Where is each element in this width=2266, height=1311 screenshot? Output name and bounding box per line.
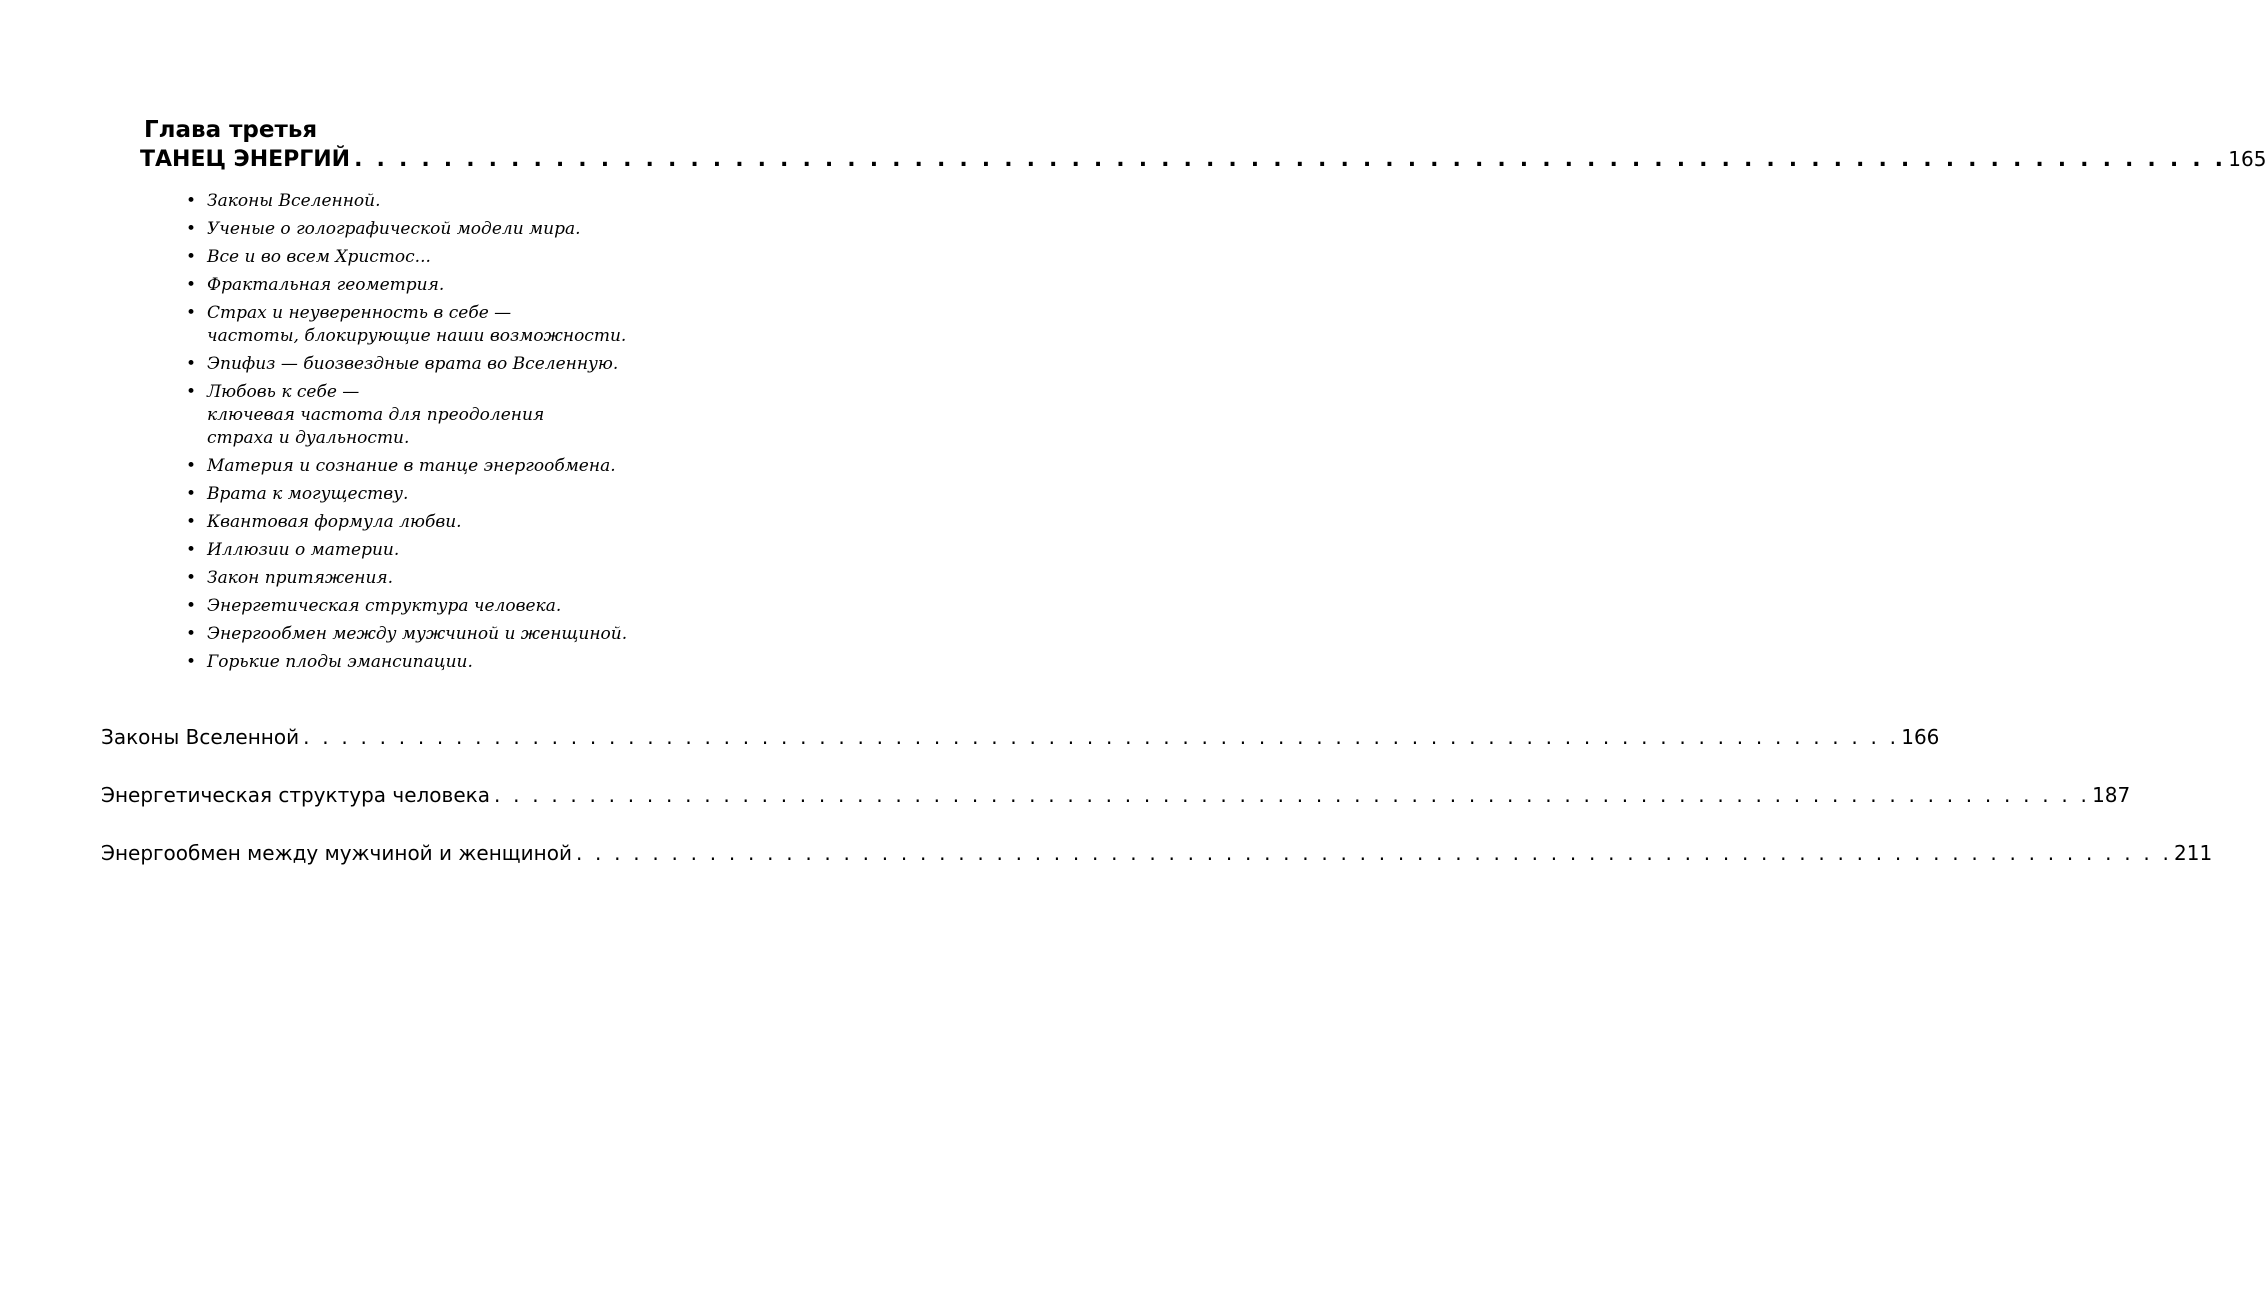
- topic-item: [186, 218, 706, 241]
- topic-item: [186, 381, 706, 450]
- bullet-icon: •: [186, 275, 197, 295]
- topic-text: Страх и неуверенность в себе —: [207, 303, 512, 323]
- topic-item: [186, 353, 706, 376]
- bullet-icon: •: [186, 624, 197, 644]
- topic-text: Ученые о голографической модели мира.: [207, 219, 581, 239]
- topic-text: Закон притяжения.: [207, 568, 394, 588]
- chapter-label: Глава третья: [144, 117, 318, 143]
- bullet-icon: •: [186, 596, 197, 616]
- chapter-title: ТАНЕЦ ЭНЕРГИЙ: [140, 147, 351, 172]
- topic-item: [186, 274, 706, 297]
- toc-entry-title: Энергообмен между мужчиной и женщиной: [101, 841, 572, 865]
- topic-text: страха и дуальности.: [207, 428, 410, 448]
- topic-text: частоты, блокирующие наши возможности.: [207, 326, 627, 346]
- topic-text: ключевая частота для преодоления: [207, 405, 545, 425]
- bullet-icon: •: [186, 456, 197, 476]
- bullet-icon: •: [186, 568, 197, 588]
- topic-text: Квантовая формула любви.: [207, 512, 462, 532]
- toc-entry-page-number: 166: [1901, 725, 1940, 749]
- dot-leader: . . . . . . . . . . . . . . . . . . . . . . . . . . . . . . . . . . . . . . . . . . . . . . . . . . . . . . . . . . . . . . . . . . . . . . . . . . . . . . . . . . . .: [493, 783, 2091, 807]
- dot-leader: . . . . . . . . . . . . . . . . . . . . . . . . . . . . . . . . . . . . . . . . . . . . . . . . . . . . . . . . . . . . . . . . . . . . . . . . . . . . . . . . . . . .: [354, 147, 2227, 172]
- bullet-icon: •: [186, 652, 197, 672]
- topic-text: Любовь к себе —: [207, 382, 360, 402]
- bullet-icon: •: [186, 484, 197, 504]
- topic-item: [186, 302, 706, 348]
- topic-item: [186, 483, 706, 506]
- toc-entry-page-number: 211: [2174, 841, 2213, 865]
- chapter-page-number: 165: [2228, 147, 2266, 171]
- dot-leader: . . . . . . . . . . . . . . . . . . . . . . . . . . . . . . . . . . . . . . . . . . . . . . . . . . . . . . . . . . . . . . . . . . . . . . . . . . . . . . . . . . . .: [303, 725, 1900, 749]
- toc-entry-zakony-vselennoy[interactable]: [101, 724, 1940, 750]
- bullet-icon: •: [186, 191, 197, 211]
- topic-item: [186, 246, 706, 269]
- topic-text: Материя и сознание в танце энергообмена.: [207, 456, 616, 476]
- topic-item: [186, 539, 706, 562]
- bullet-icon: •: [186, 303, 197, 323]
- toc-entry-page-number: 187: [2092, 783, 2131, 807]
- bullet-icon: •: [186, 382, 197, 402]
- topic-item: [186, 595, 706, 618]
- chapter-title-line[interactable]: [140, 145, 2266, 174]
- topic-text: Энергообмен между мужчиной и женщиной.: [207, 624, 628, 644]
- toc-entry-energoobmen[interactable]: [101, 840, 2213, 866]
- dot-leader: . . . . . . . . . . . . . . . . . . . . . . . . . . . . . . . . . . . . . . . . . . . . . . . . . . . . . . . . . . . . . . . . . . . . . . . . . . . . . . . . . . . .: [575, 841, 2173, 865]
- bullet-icon: •: [186, 354, 197, 374]
- topic-text: Горькие плоды эмансипации.: [207, 652, 473, 672]
- bullet-icon: •: [186, 247, 197, 267]
- topic-item: [186, 651, 706, 674]
- toc-entry-title: Энергетическая структура человека: [101, 783, 490, 807]
- topic-item: [186, 455, 706, 478]
- bullet-icon: •: [186, 512, 197, 532]
- toc-entry-title: Законы Вселенной: [101, 725, 300, 749]
- topic-item: [186, 623, 706, 646]
- topic-text: Иллюзии о материи.: [207, 540, 400, 560]
- topic-text: Энергетическая структура человека.: [207, 596, 562, 616]
- topic-text: Фрактальная геометрия.: [207, 275, 445, 295]
- toc-entry-energeticheskaya-struktura[interactable]: [101, 782, 2131, 808]
- topic-item: [186, 567, 706, 590]
- topic-text: Законы Вселенной.: [207, 191, 381, 211]
- topic-text: Эпифиз — биозвездные врата во Вселенную.: [207, 354, 619, 374]
- topic-text: Все и во всем Христос...: [207, 247, 431, 267]
- bullet-icon: •: [186, 540, 197, 560]
- topic-item: [186, 511, 706, 534]
- topic-item: [186, 190, 706, 213]
- topic-list: [186, 190, 706, 679]
- topic-text: Врата к могуществу.: [207, 484, 409, 504]
- bullet-icon: •: [186, 219, 197, 239]
